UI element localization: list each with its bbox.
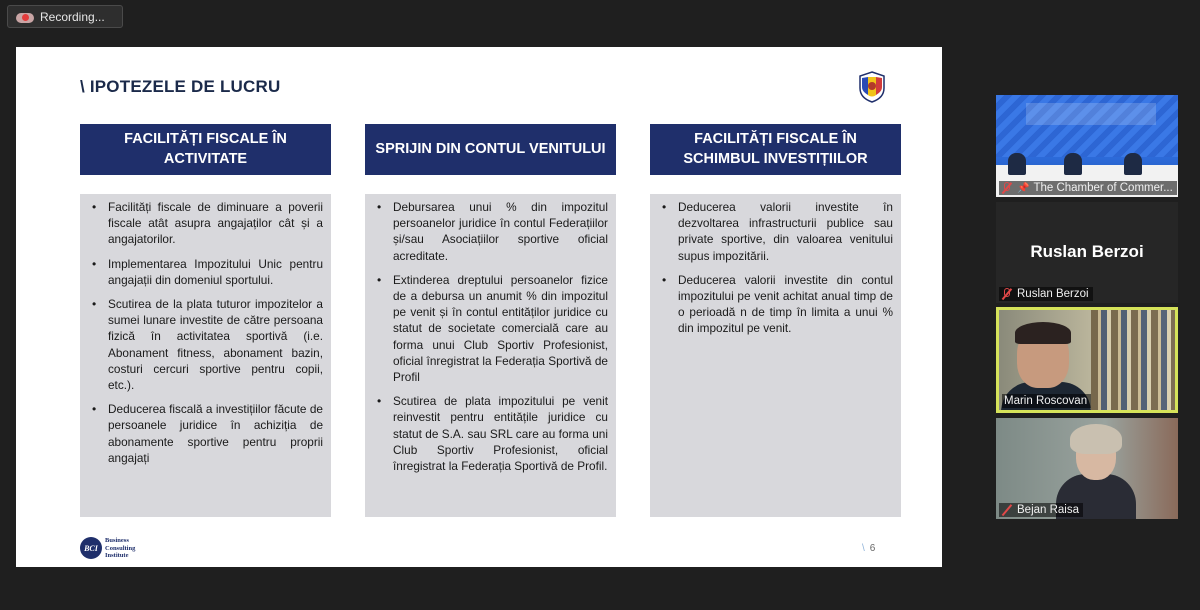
list-item: • Deducerea valorii investite în dezvoltarea infrastructurii publice sau private sportive, din valoarea venitului supus impozitării. [656,199,893,264]
list-item: • Facilități fiscale de diminuare a poverii fiscale atât asupra angajaților cât și a angajatorilor. [86,199,323,248]
recording-label: Recording... [40,9,105,24]
participant-tile-ruslan[interactable] [996,202,1178,303]
participant-name-label: 📌 The Chamber of Commer... [999,181,1177,195]
list-item: • Debursarea unui % din impozitul persoanelor juridice în contul Federațiilor și/sau Asociațiilor sportive oficial acreditate. [371,199,608,264]
bullet-list [656,199,893,337]
participant-name-label: Marin Roscovan [1002,394,1091,408]
mic-muted-icon [1001,288,1013,300]
column-heading-investments: FACILITĂȚI FISCALE ÎN SCHIMBUL INVESTIȚIILOR [650,124,901,175]
participant-tile-bejan[interactable] [996,418,1178,519]
list-item: • Extinderea dreptului persoanelor fizice de a debursa un anumit % din impozitul pe venit și în contul entităților juridice cu statut de societate comercială care au forma unui Club Sportiv Profesionist, oficial înregistrat la Federația Sportivă de Profil [371,272,608,385]
bci-logo-mark: BCI [80,537,102,559]
participant-name-label: Ruslan Berzoi [999,287,1093,301]
bullet-list [371,199,608,474]
participant-tile-marin[interactable] [996,307,1178,413]
slide-title: \ IPOTEZELE DE LUCRU [80,77,281,96]
bci-logo-text: Business Consulting Institute [105,537,136,559]
column-heading-activity: FACILITĂȚI FISCALE ÎN ACTIVITATE [80,124,331,175]
column-box-income-support [365,194,616,517]
page-number: \ 6 [862,543,876,554]
list-item: • Scutirea de la plata tuturor impozitelor a sumei lunare investite de către persoana fizică în activitatea sportivă (i.e. Abonament fitness, abonament bazin, costuri cercuri sportive pentru copii, etc.). [86,296,323,393]
record-cloud-icon [16,11,34,23]
participant-tile-chamber[interactable] [996,95,1178,197]
shared-slide [16,47,942,567]
list-item: • Scutirea de plata impozitului pe venit reinvestit pentru entitățile juridice cu statut de S.A. sau SRL care au forma uni Club Sportiv Profesionist, oficial înregistrat la Federația Sportivă de Profil. [371,393,608,474]
list-item: • Deducerea fiscală a investițiilor făcute de persoanele juridice în achiziția de abonamente sportive pentru proprii angajați [86,401,323,466]
mic-muted-icon [1001,504,1013,516]
bullet-list [86,199,323,466]
pin-icon: 📌 [1017,182,1030,194]
crest-icon [858,71,886,103]
participant-name-label: Bejan Raisa [999,503,1083,517]
column-box-activity [80,194,331,517]
bci-logo [80,537,135,560]
participant-display-name: Ruslan Berzoi [1030,242,1144,261]
recording-indicator[interactable] [7,5,123,28]
mic-muted-icon [1001,182,1013,194]
column-heading-income-support: SPRIJIN DIN CONTUL VENITULUI [365,124,616,175]
list-item: • Implementarea Impozitului Unic pentru angajații din domeniul sportului. [86,256,323,288]
column-box-investments [650,194,901,517]
list-item: • Deducerea valorii investite din contul impozitului pe venit achitat anual timp de o perioadă n de timp în limita a unui % din impozitul pe venit. [656,272,893,337]
